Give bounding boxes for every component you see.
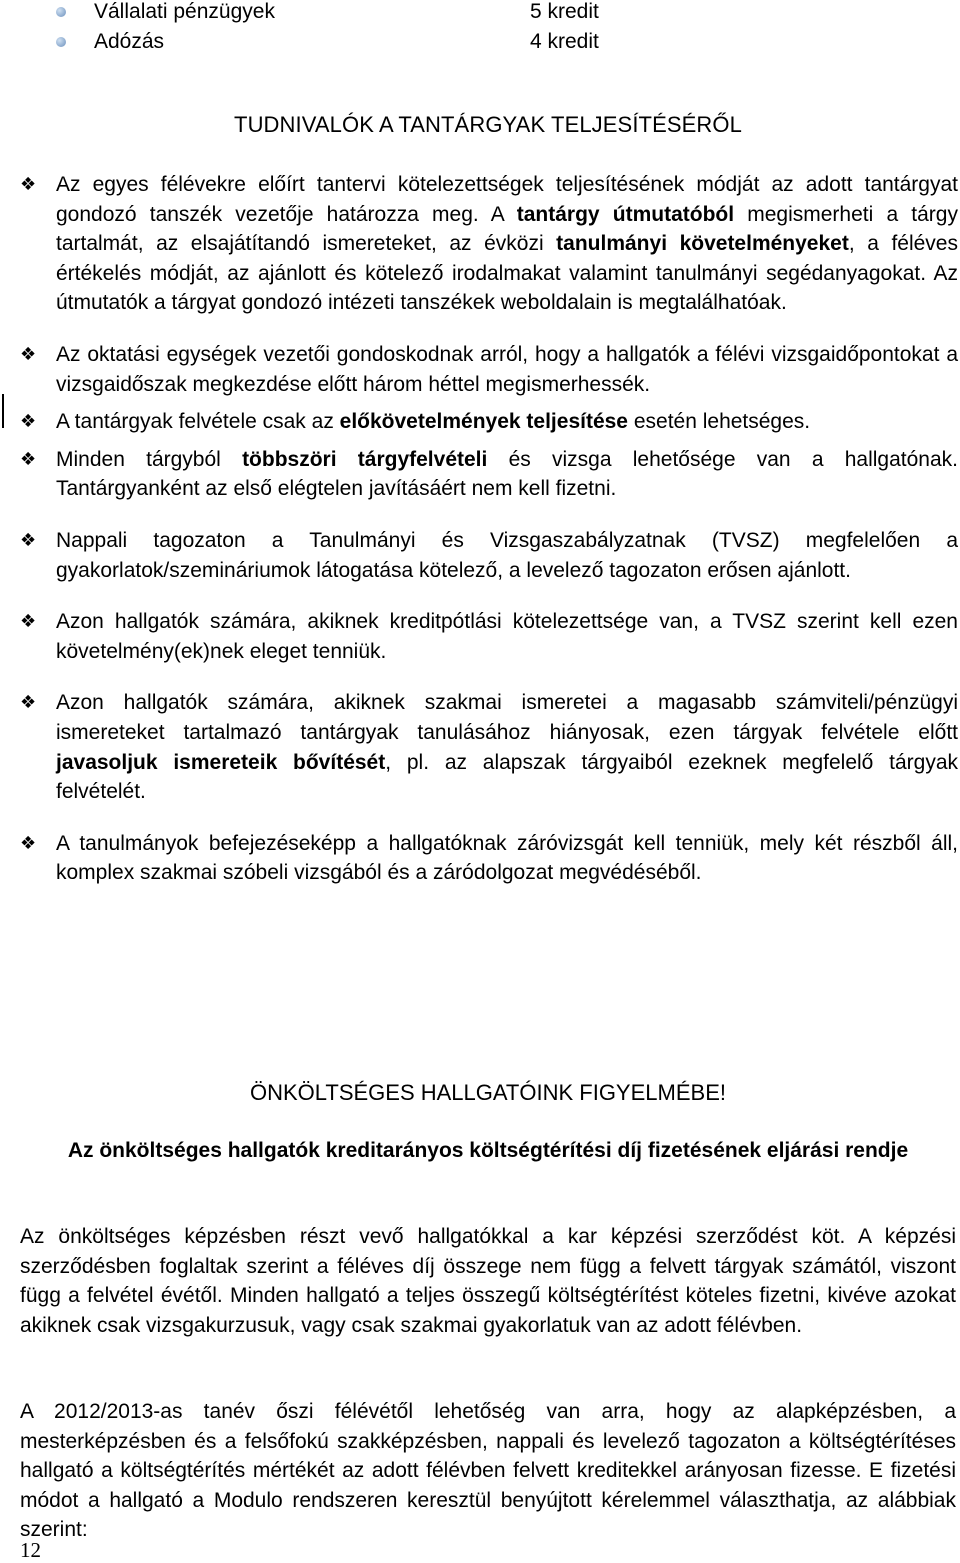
emphasis-text: tanulmányi követelményeket <box>556 232 849 256</box>
rule-text: Minden tárgyból <box>56 447 243 471</box>
rule-text: és vizsga lehetősége van a hallgatónak. Tantárgyanként az első elégtelen javításáért nem kell fizetni. <box>56 447 958 501</box>
diamond-bullet-icon: ❖ <box>20 411 37 433</box>
course-name: Vállalati pénzügyek <box>94 0 275 23</box>
course-credit: 4 kredit <box>530 30 599 53</box>
course-credit: 5 kredit <box>530 0 599 23</box>
rules-list <box>18 170 958 888</box>
emphasis-text: tantárgy útmutatóból <box>516 202 735 226</box>
bullet-dot-icon <box>56 37 66 47</box>
bullet-dot-icon <box>56 7 66 17</box>
emphasis-text: javasoljuk ismereteik bővítését <box>56 750 386 774</box>
page-number: 12 <box>20 1538 41 1562</box>
rule-text: Nappali tagozaton a Tanulmányi és Vizsgaszabályzatnak (TVSZ) megfelelően a gyakorlatok/szemináriumok látogatása kötelező, a levelező tagozaton erősen ajánlott. <box>56 528 958 582</box>
rule-text: Azon hallgatók számára, akiknek kreditpótlási kötelezettsége van, a TVSZ szerint kell ezen követelmény(ek)nek eleget tenniük. <box>56 610 958 663</box>
rule-item <box>18 340 958 399</box>
body-paragraph: A 2012/2013-as tanév őszi félévétől lehetőség van arra, hogy az alapképzésben, a mesterképzésben és a felsőfokú szakképzésben, nappali és levelező tagozaton a költségtérítéses hallgató a költségtérítés mértékét az adott félévben felvett kreditekkel arányosan fizesse. E fizetési módot a hallgató a Modulo rendszeren keresztül benyújtott kérelemmel választhatja, az alábbiak szerint: <box>20 1400 956 1542</box>
course-list <box>56 0 656 60</box>
rule-text: , a féléves értékelés módját, az ajánlott és kötelező irodalmakat valamint tanulmányi segédanyagokat. Az útmutatók a tárgyat gondozó intézeti tanszékek weboldalain is megtalálhatóak. <box>56 232 958 315</box>
course-name: Adózás <box>94 30 165 53</box>
diamond-bullet-icon: ❖ <box>20 174 37 195</box>
section-heading-notice: ÖNKÖLTSÉGES HALLGATÓINK FIGYELMÉBE! <box>250 1080 726 1105</box>
rule-item <box>18 829 958 888</box>
rule-text: A tanulmányok befejezéseképp a hallgatóknak záróvizsgát kell tenniük, mely két részből áll, komplex szakmai szóbeli vizsgából és a záródolgozat megvédéséből. <box>56 831 958 885</box>
rule-item <box>18 688 958 806</box>
rule-text: Azon hallgatók számára, akiknek szakmai ismeretei a magasabb számviteli/pénzügyi ismereteket tartalmazó tantárgyak tanulásához hiányosak, ezen tárgyak felvétele előtt <box>56 691 958 744</box>
diamond-bullet-icon: ❖ <box>20 529 37 551</box>
rule-text: esetén lehetséges. <box>628 410 811 434</box>
rule-item <box>18 445 958 504</box>
emphasis-text: előkövetelmények teljesítése <box>339 410 628 434</box>
course-row <box>56 30 656 60</box>
rule-text: megismerheti a tárgy tartalmát, az elsajátítandó ismereteket, az évközi <box>56 202 958 256</box>
course-row <box>56 0 656 30</box>
rule-text: , pl. az alapszak tárgyaiból ezeknek megfelelő tárgyak felvételét. <box>56 750 959 804</box>
subsection-title: Az önköltséges hallgatók kreditarányos költségtérítési díj fizetésének eljárási rendje <box>67 1139 909 1162</box>
body-paragraph: Az önköltséges képzésben részt vevő hallgatókkal a kar képzési szerződést köt. A képzési szerződésben foglaltak szerint a féléves díj összege nem függ a felvett tárgyak számától, viszont függ a felvétel évétől. Minden hallgató a teljes összegű költségtérítést köteles fizetni, kivéve azokat akiknek csak vizsgakurzusuk, vagy csak szakmai gyakorlatuk van az adott félévben. <box>20 1225 956 1337</box>
diamond-bullet-icon: ❖ <box>20 832 37 854</box>
revision-bar <box>2 394 4 428</box>
rule-item <box>18 607 958 666</box>
diamond-bullet-icon: ❖ <box>20 692 37 714</box>
section-heading: TUDNIVALÓK A TANTÁRGYAK TELJESÍTÉSÉRŐL <box>234 112 742 137</box>
rule-text: Az egyes félévekre előírt tantervi kötelezettségek teljesítésének módját az adott tantárgyat gondozó tanszék vezetője határozza meg. A <box>56 173 958 226</box>
rule-text: Az oktatási egységek vezetői gondoskodnak arról, hogy a hallgatók a félévi vizsgaidőpontokat a vizsgaidőszak megkezdése előtt három héttel megismerhessék. <box>56 342 958 396</box>
rule-item <box>18 526 958 585</box>
emphasis-text: többszöri tárgyfelvételi <box>242 447 488 471</box>
rule-item <box>18 170 958 318</box>
rule-text: A tantárgyak felvétele csak az <box>56 410 340 434</box>
diamond-bullet-icon: ❖ <box>20 611 37 633</box>
rule-item <box>18 407 958 437</box>
diamond-bullet-icon: ❖ <box>20 343 37 365</box>
diamond-bullet-icon: ❖ <box>20 448 37 470</box>
